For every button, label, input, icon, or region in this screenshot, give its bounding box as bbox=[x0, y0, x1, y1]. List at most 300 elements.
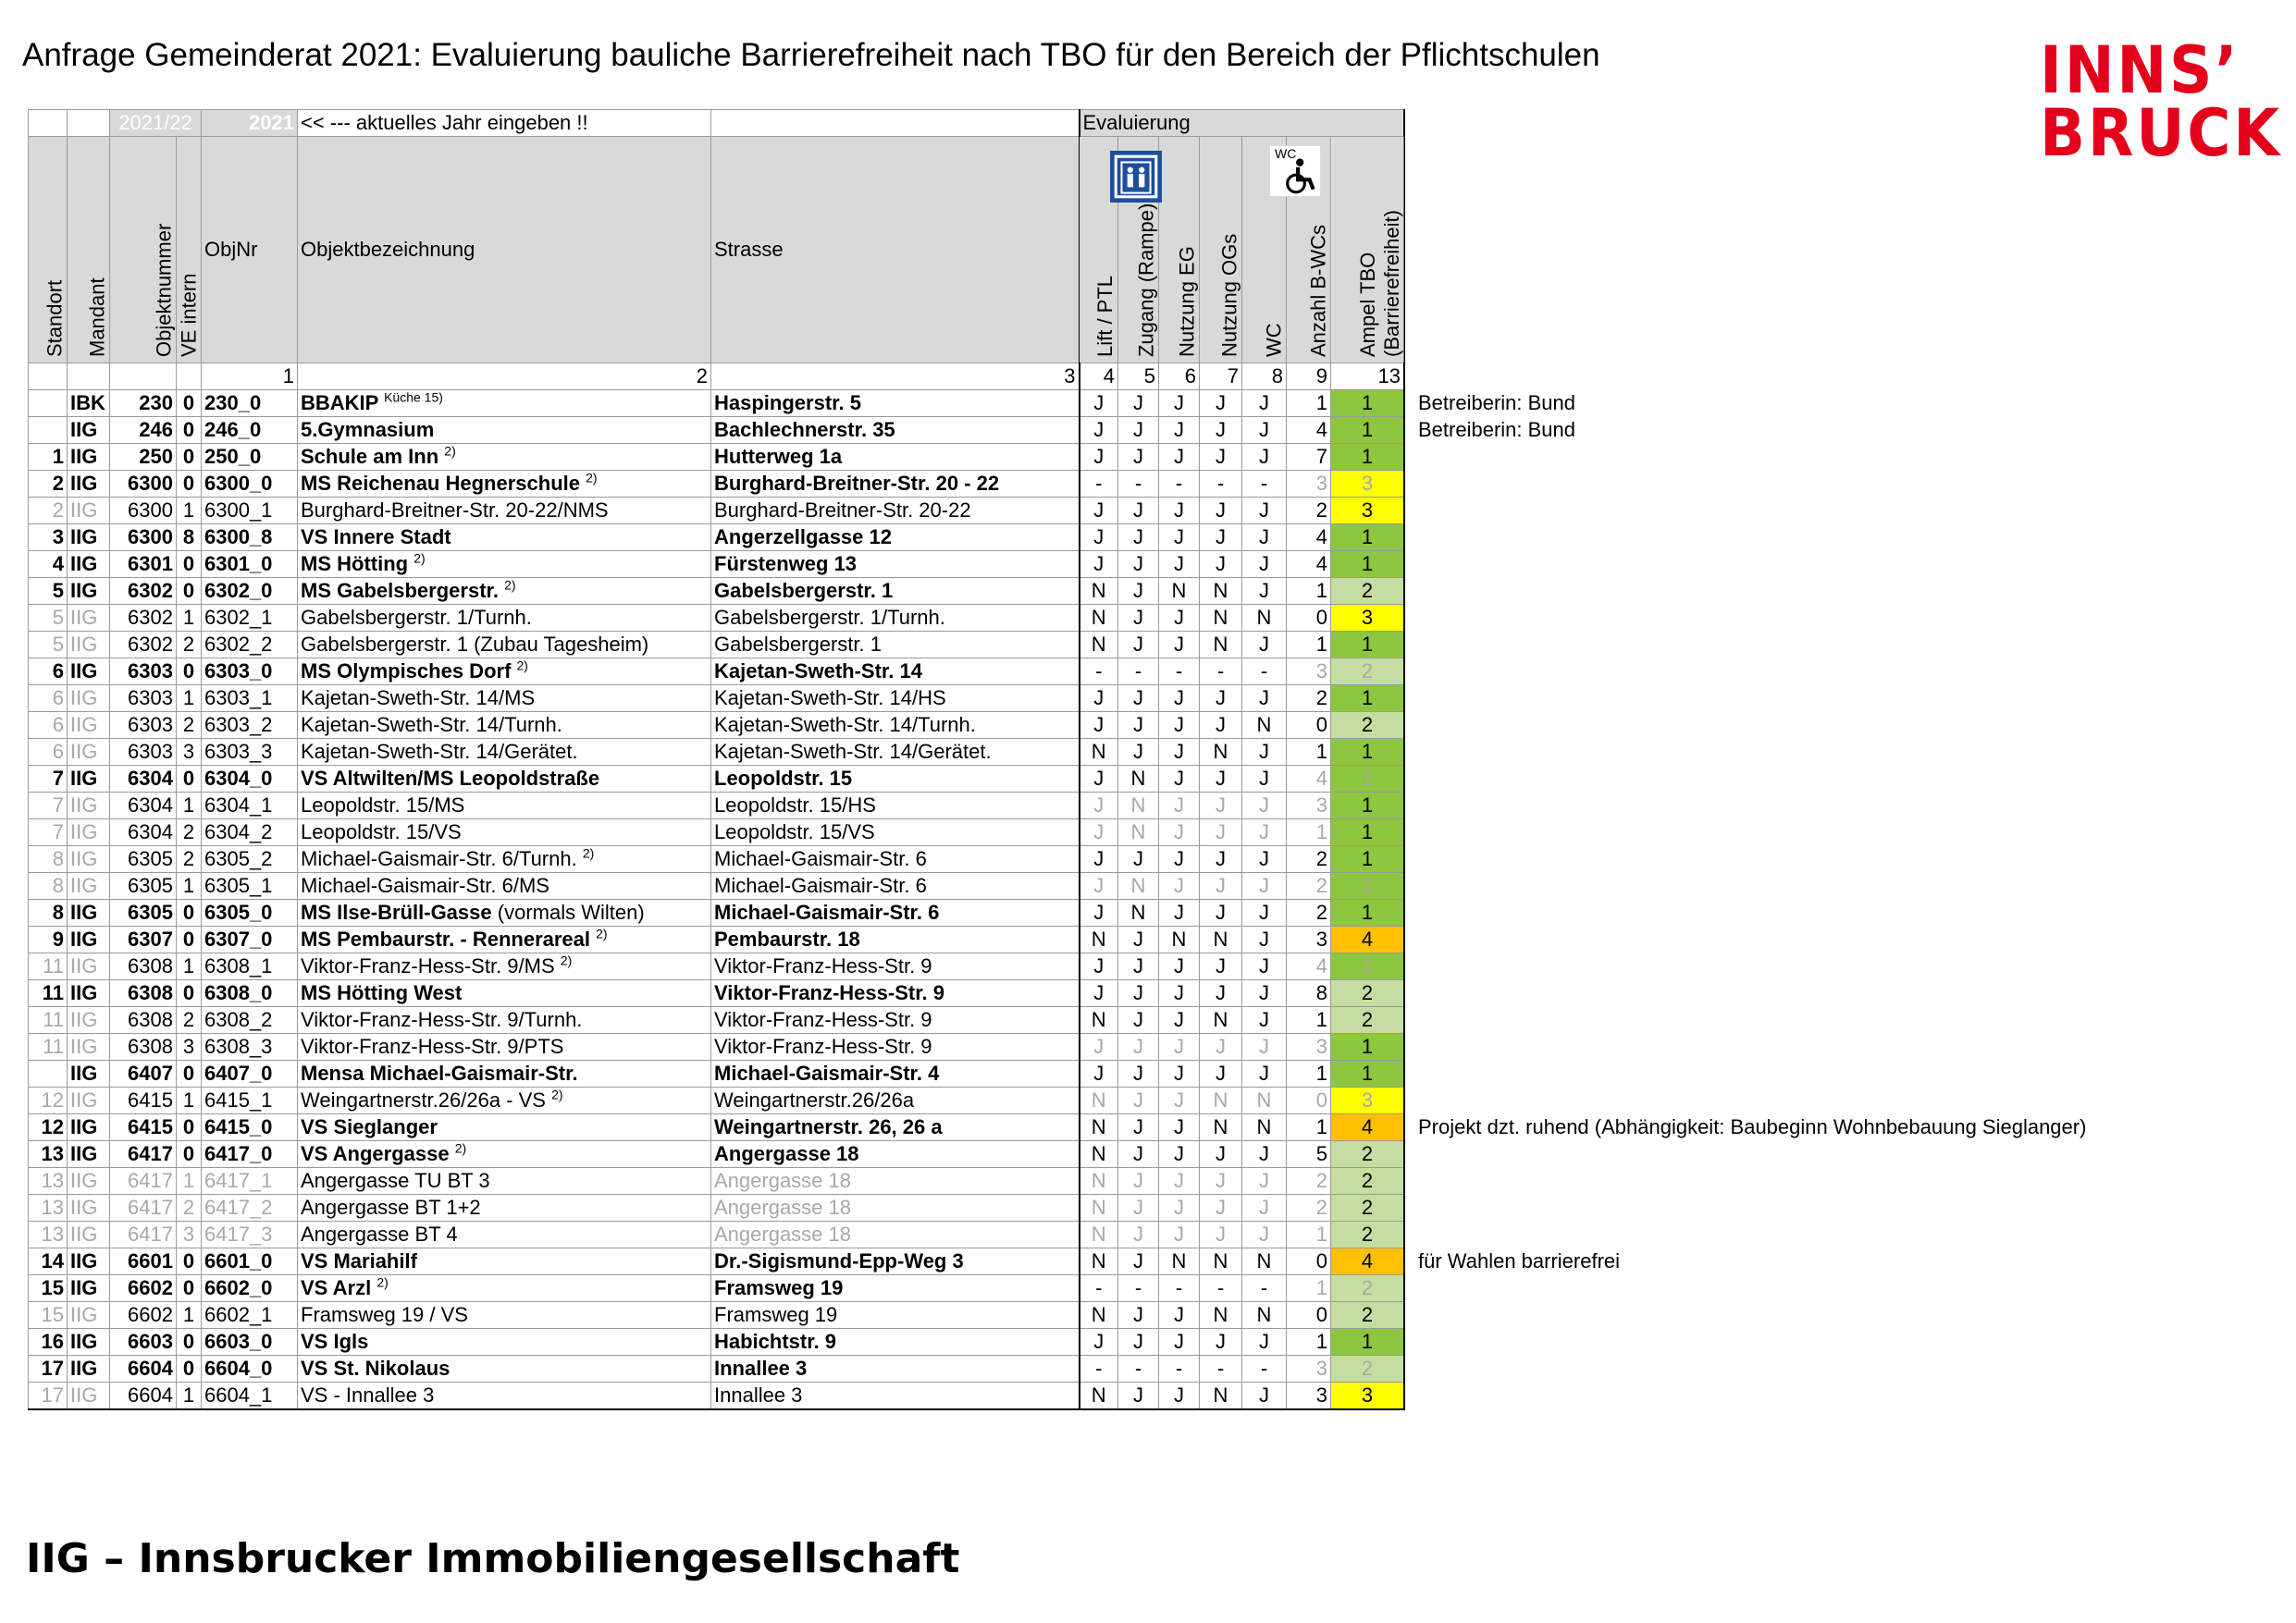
column-number: 9 bbox=[1287, 363, 1331, 390]
objnr-cell: 6300_1 bbox=[202, 498, 298, 524]
objektbezeichnung-text: Kajetan-Sweth-Str. 14/Turnh. bbox=[301, 713, 562, 736]
strasse-cell: Kajetan-Sweth-Str. 14/Turnh. bbox=[711, 712, 1080, 739]
eval-cell: J bbox=[1080, 900, 1118, 927]
year-input[interactable]: 2021 bbox=[202, 110, 298, 137]
objektnummer-cell: 6417 bbox=[110, 1168, 177, 1195]
ampel-cell: 1 bbox=[1331, 793, 1405, 819]
eval-cell: - bbox=[1242, 471, 1287, 498]
eval-cell: J bbox=[1159, 417, 1200, 444]
objnr-cell: 6602_0 bbox=[202, 1275, 298, 1302]
ampel-cell: 2 bbox=[1331, 1007, 1405, 1034]
eval-cell: J bbox=[1200, 1222, 1242, 1248]
ve-intern-cell: 1 bbox=[177, 1168, 202, 1195]
objektbezeichnung-cell bbox=[298, 1356, 711, 1383]
objektbezeichnung-cell bbox=[298, 1195, 711, 1222]
mandant-cell: IIG bbox=[68, 551, 110, 578]
objektbezeichnung-text: MS Pembaurstr. - Rennerareal bbox=[301, 928, 591, 951]
table-row bbox=[29, 980, 1405, 1007]
objnr-cell: 6305_2 bbox=[202, 846, 298, 873]
eval-cell: J bbox=[1159, 1168, 1200, 1195]
objektbezeichnung-cell bbox=[298, 524, 711, 551]
objnr-cell: 6307_0 bbox=[202, 927, 298, 953]
lift-icon bbox=[1110, 151, 1162, 203]
ampel-cell: 2 bbox=[1331, 1168, 1405, 1195]
eval-cell: J bbox=[1159, 1034, 1200, 1061]
ampel-cell: 2 bbox=[1331, 658, 1405, 685]
mandant-cell: IIG bbox=[68, 605, 110, 632]
eval-cell: J bbox=[1159, 980, 1200, 1007]
eval-cell: N bbox=[1242, 1248, 1287, 1275]
objektbezeichnung-text: MS Hötting bbox=[301, 552, 409, 575]
objektbezeichnung-cell bbox=[298, 1329, 711, 1356]
standort-cell: 11 bbox=[29, 953, 68, 980]
eval-cell: 1 bbox=[1287, 1114, 1331, 1141]
eval-cell: N bbox=[1118, 793, 1159, 819]
eval-cell: J bbox=[1080, 953, 1118, 980]
eval-cell: J bbox=[1242, 927, 1287, 953]
ampel-cell: 2 bbox=[1331, 712, 1405, 739]
ampel-cell: 2 bbox=[1331, 1195, 1405, 1222]
eval-cell: N bbox=[1080, 927, 1118, 953]
standort-cell: 2 bbox=[29, 471, 68, 498]
strasse-cell: Angergasse 18 bbox=[711, 1195, 1080, 1222]
column-number bbox=[29, 363, 68, 390]
standort-cell bbox=[29, 1061, 68, 1088]
eval-cell: J bbox=[1200, 417, 1242, 444]
table-row bbox=[29, 1222, 1405, 1248]
strasse-cell: Framsweg 19 bbox=[711, 1302, 1080, 1329]
column-number: 5 bbox=[1118, 363, 1159, 390]
ampel-cell: 1 bbox=[1331, 685, 1405, 712]
eval-cell: J bbox=[1242, 1061, 1287, 1088]
eval-cell: J bbox=[1080, 417, 1118, 444]
eval-cell: 1 bbox=[1287, 1222, 1331, 1248]
eval-cell: - bbox=[1159, 658, 1200, 685]
objektnummer-cell: 6602 bbox=[110, 1302, 177, 1329]
objektnummer-cell: 6302 bbox=[110, 632, 177, 658]
objektnummer-cell: 6601 bbox=[110, 1248, 177, 1275]
objektbezeichnung-cell bbox=[298, 980, 711, 1007]
eval-cell: 1 bbox=[1287, 390, 1331, 417]
ampel-cell: 1 bbox=[1331, 900, 1405, 927]
objektbezeichnung-text: Gabelsbergerstr. 1 (Zubau Tagesheim) bbox=[301, 633, 649, 656]
eval-cell: J bbox=[1200, 524, 1242, 551]
eval-cell: 2 bbox=[1287, 846, 1331, 873]
objektbezeichnung-text: MS Reichenau Hegnerschule bbox=[301, 472, 580, 495]
eval-cell: J bbox=[1118, 927, 1159, 953]
strasse-cell: Haspingerstr. 5 bbox=[711, 390, 1080, 417]
ve-intern-cell: 0 bbox=[177, 417, 202, 444]
table-row bbox=[29, 712, 1405, 739]
header-anzahl-b-wcs: Anzahl B-WCs bbox=[1287, 137, 1331, 363]
strasse-cell: Fürstenweg 13 bbox=[711, 551, 1080, 578]
ve-intern-cell: 1 bbox=[177, 873, 202, 900]
objektbezeichnung-cell bbox=[298, 1088, 711, 1114]
table-row bbox=[29, 605, 1405, 632]
objektbezeichnung-text: Michael-Gaismair-Str. 6/MS bbox=[301, 874, 549, 897]
eval-cell: J bbox=[1118, 1329, 1159, 1356]
objektbezeichnung-cell bbox=[298, 846, 711, 873]
eval-cell: N bbox=[1242, 1302, 1287, 1329]
objnr-cell: 6602_1 bbox=[202, 1302, 298, 1329]
eval-cell: 2 bbox=[1287, 900, 1331, 927]
eval-cell: J bbox=[1080, 766, 1118, 793]
eval-cell: J bbox=[1242, 578, 1287, 605]
standort-cell: 11 bbox=[29, 1007, 68, 1034]
objektnummer-cell: 6417 bbox=[110, 1195, 177, 1222]
header-nutzung-eg: Nutzung EG bbox=[1159, 137, 1200, 363]
ve-intern-cell: 0 bbox=[177, 980, 202, 1007]
standort-cell: 13 bbox=[29, 1168, 68, 1195]
ve-intern-cell: 0 bbox=[177, 578, 202, 605]
strasse-cell: Leopoldstr. 15 bbox=[711, 766, 1080, 793]
objektbezeichnung-text: Weingartnerstr.26/26a - VS bbox=[301, 1088, 546, 1112]
mandant-cell: IIG bbox=[68, 927, 110, 953]
objnr-cell: 246_0 bbox=[202, 417, 298, 444]
ve-intern-cell: 0 bbox=[177, 1356, 202, 1383]
objektbezeichnung-cell bbox=[298, 1114, 711, 1141]
eval-cell: N bbox=[1080, 1168, 1118, 1195]
objektbezeichnung-cell bbox=[298, 417, 711, 444]
ampel-cell: 1 bbox=[1331, 846, 1405, 873]
standort-cell: 6 bbox=[29, 739, 68, 766]
eval-cell: - bbox=[1200, 1275, 1242, 1302]
ve-intern-cell: 2 bbox=[177, 632, 202, 658]
objektnummer-cell: 6417 bbox=[110, 1222, 177, 1248]
eval-cell: - bbox=[1118, 658, 1159, 685]
objnr-cell: 6305_1 bbox=[202, 873, 298, 900]
eval-cell: J bbox=[1242, 685, 1287, 712]
eval-cell: J bbox=[1200, 551, 1242, 578]
column-number: 13 bbox=[1331, 363, 1405, 390]
eval-cell: N bbox=[1159, 927, 1200, 953]
eval-cell: J bbox=[1200, 712, 1242, 739]
footer-title: IIG – Innsbrucker Immobiliengesellschaft bbox=[26, 1535, 960, 1582]
standort-cell: 7 bbox=[29, 793, 68, 819]
objnr-cell: 6417_1 bbox=[202, 1168, 298, 1195]
footnote-mark: 2) bbox=[444, 443, 456, 459]
column-number bbox=[177, 363, 202, 390]
footnote-mark: 2) bbox=[582, 845, 595, 861]
eval-cell: J bbox=[1200, 980, 1242, 1007]
objnr-cell: 6304_0 bbox=[202, 766, 298, 793]
objektbezeichnung-cell bbox=[298, 1383, 711, 1410]
eval-cell: J bbox=[1080, 498, 1118, 524]
standort-cell: 3 bbox=[29, 524, 68, 551]
eval-cell: J bbox=[1242, 846, 1287, 873]
standort-cell: 13 bbox=[29, 1222, 68, 1248]
eval-cell: 3 bbox=[1287, 1034, 1331, 1061]
table-row bbox=[29, 1302, 1405, 1329]
eval-cell: J bbox=[1118, 1034, 1159, 1061]
strasse-cell: Pembaurstr. 18 bbox=[711, 927, 1080, 953]
strasse-cell: Angerzellgasse 12 bbox=[711, 524, 1080, 551]
objektbezeichnung-cell bbox=[298, 1275, 711, 1302]
eval-cell: J bbox=[1118, 1168, 1159, 1195]
eval-cell: J bbox=[1159, 793, 1200, 819]
eval-cell: N bbox=[1200, 578, 1242, 605]
objektbezeichnung-cell bbox=[298, 632, 711, 658]
strasse-cell: Innallee 3 bbox=[711, 1383, 1080, 1410]
eval-cell: N bbox=[1200, 1248, 1242, 1275]
mandant-cell: IIG bbox=[68, 1034, 110, 1061]
table-row bbox=[29, 819, 1405, 846]
eval-cell: J bbox=[1080, 551, 1118, 578]
strasse-cell: Angergasse 18 bbox=[711, 1222, 1080, 1248]
eval-cell: 8 bbox=[1287, 980, 1331, 1007]
objnr-cell: 6303_0 bbox=[202, 658, 298, 685]
ampel-cell: 2 bbox=[1331, 1141, 1405, 1168]
objektnummer-cell: 6300 bbox=[110, 498, 177, 524]
ampel-cell: 2 bbox=[1331, 1275, 1405, 1302]
ampel-cell: 1 bbox=[1331, 873, 1405, 900]
ve-intern-cell: 0 bbox=[177, 1248, 202, 1275]
eval-cell: J bbox=[1242, 739, 1287, 766]
strasse-cell: Habichtstr. 9 bbox=[711, 1329, 1080, 1356]
eval-cell: J bbox=[1118, 1088, 1159, 1114]
ampel-cell: 2 bbox=[1331, 1356, 1405, 1383]
ve-intern-cell: 0 bbox=[177, 1061, 202, 1088]
eval-cell: N bbox=[1200, 632, 1242, 658]
header-objektbezeichnung: Objektbezeichnung bbox=[298, 137, 711, 363]
column-number: 2 bbox=[298, 363, 711, 390]
eval-cell: 3 bbox=[1287, 658, 1331, 685]
eval-cell: J bbox=[1080, 1329, 1118, 1356]
standort-cell: 8 bbox=[29, 846, 68, 873]
objektbezeichnung-text: Leopoldstr. 15/VS bbox=[301, 820, 462, 843]
eval-cell: 0 bbox=[1287, 1248, 1331, 1275]
header-ve-intern: VE intern bbox=[177, 137, 202, 363]
objnr-cell: 6303_2 bbox=[202, 712, 298, 739]
objektbezeichnung-text: VS Igls bbox=[301, 1330, 369, 1353]
footnote-mark: 2) bbox=[414, 550, 426, 566]
mandant-cell: IIG bbox=[68, 498, 110, 524]
ampel-cell: 4 bbox=[1331, 1248, 1405, 1275]
ampel-cell: 3 bbox=[1331, 1088, 1405, 1114]
objnr-cell: 6301_0 bbox=[202, 551, 298, 578]
objektbezeichnung-cell bbox=[298, 1248, 711, 1275]
ve-intern-cell: 0 bbox=[177, 900, 202, 927]
mandant-cell: IIG bbox=[68, 1007, 110, 1034]
column-number bbox=[110, 363, 177, 390]
table-row bbox=[29, 1248, 1405, 1275]
eval-cell: J bbox=[1200, 1329, 1242, 1356]
eval-cell: J bbox=[1118, 1195, 1159, 1222]
standort-cell: 13 bbox=[29, 1141, 68, 1168]
mandant-cell: IIG bbox=[68, 873, 110, 900]
objnr-cell: 6603_0 bbox=[202, 1329, 298, 1356]
objektnummer-cell: 6415 bbox=[110, 1114, 177, 1141]
eval-cell: 1 bbox=[1287, 1061, 1331, 1088]
objektbezeichnung-cell bbox=[298, 953, 711, 980]
eval-cell: N bbox=[1080, 1141, 1118, 1168]
ve-intern-cell: 0 bbox=[177, 444, 202, 471]
ampel-cell: 3 bbox=[1331, 605, 1405, 632]
header-strasse: Strasse bbox=[711, 137, 1080, 363]
objnr-cell: 6415_0 bbox=[202, 1114, 298, 1141]
evaluierung-header: Evaluierung bbox=[1080, 110, 1405, 137]
eval-cell: 0 bbox=[1287, 1302, 1331, 1329]
eval-cell: N bbox=[1080, 1302, 1118, 1329]
eval-cell: J bbox=[1200, 793, 1242, 819]
objektnummer-cell: 6305 bbox=[110, 900, 177, 927]
column-number bbox=[68, 363, 110, 390]
table-row bbox=[29, 1114, 1405, 1141]
strasse-cell: Viktor-Franz-Hess-Str. 9 bbox=[711, 980, 1080, 1007]
eval-cell: J bbox=[1159, 1061, 1200, 1088]
table-row bbox=[29, 658, 1405, 685]
eval-cell: J bbox=[1200, 953, 1242, 980]
strasse-cell: Gabelsbergerstr. 1/Turnh. bbox=[711, 605, 1080, 632]
eval-cell: J bbox=[1118, 685, 1159, 712]
objektbezeichnung-cell bbox=[298, 739, 711, 766]
strasse-cell: Angergasse 18 bbox=[711, 1141, 1080, 1168]
side-note: Projekt dzt. ruhend (Abhängigkeit: Baubeginn Wohnbebauung Sieglanger) bbox=[1418, 1114, 2087, 1138]
objektbezeichnung-text: VS Mariahilf bbox=[301, 1249, 417, 1273]
table-row bbox=[29, 1061, 1405, 1088]
ampel-cell: 1 bbox=[1331, 551, 1405, 578]
logo-line-2: BRUCK bbox=[2040, 95, 2282, 171]
ampel-cell: 1 bbox=[1331, 1329, 1405, 1356]
objektbezeichnung-cell bbox=[298, 1007, 711, 1034]
standort-cell: 11 bbox=[29, 980, 68, 1007]
table-row bbox=[29, 1168, 1405, 1195]
standort-cell: 5 bbox=[29, 578, 68, 605]
strasse-cell: Michael-Gaismair-Str. 6 bbox=[711, 900, 1080, 927]
strasse-cell: Burghard-Breitner-Str. 20 - 22 bbox=[711, 471, 1080, 498]
eval-cell: J bbox=[1118, 578, 1159, 605]
ve-intern-cell: 0 bbox=[177, 551, 202, 578]
eval-cell: 4 bbox=[1287, 551, 1331, 578]
mandant-cell: IIG bbox=[68, 1356, 110, 1383]
objnr-cell: 6308_1 bbox=[202, 953, 298, 980]
objektbezeichnung-text: Mensa Michael-Gaismair-Str. bbox=[301, 1062, 578, 1085]
table-row bbox=[29, 873, 1405, 900]
objektbezeichnung-cell bbox=[298, 793, 711, 819]
objektnummer-cell: 6307 bbox=[110, 927, 177, 953]
eval-cell: N bbox=[1200, 1007, 1242, 1034]
objektnummer-cell: 6602 bbox=[110, 1275, 177, 1302]
eval-cell: 1 bbox=[1287, 819, 1331, 846]
eval-cell: N bbox=[1200, 605, 1242, 632]
strasse-cell: Viktor-Franz-Hess-Str. 9 bbox=[711, 1007, 1080, 1034]
table-row bbox=[29, 1356, 1405, 1383]
mandant-cell: IIG bbox=[68, 846, 110, 873]
table-row bbox=[29, 1007, 1405, 1034]
ve-intern-cell: 3 bbox=[177, 739, 202, 766]
eval-cell: N bbox=[1080, 578, 1118, 605]
standort-cell: 4 bbox=[29, 551, 68, 578]
ve-intern-cell: 0 bbox=[177, 766, 202, 793]
strasse-cell: Kajetan-Sweth-Str. 14/HS bbox=[711, 685, 1080, 712]
standort-cell: 13 bbox=[29, 1195, 68, 1222]
ampel-cell: 1 bbox=[1331, 739, 1405, 766]
objnr-cell: 6415_1 bbox=[202, 1088, 298, 1114]
ve-intern-cell: 2 bbox=[177, 846, 202, 873]
eval-cell: J bbox=[1159, 739, 1200, 766]
eval-cell: J bbox=[1118, 1222, 1159, 1248]
ampel-cell: 1 bbox=[1331, 953, 1405, 980]
eval-cell: - bbox=[1200, 658, 1242, 685]
eval-cell: 3 bbox=[1287, 793, 1331, 819]
ve-intern-cell: 0 bbox=[177, 1329, 202, 1356]
eval-cell: J bbox=[1118, 1061, 1159, 1088]
strasse-cell: Kajetan-Sweth-Str. 14 bbox=[711, 658, 1080, 685]
ampel-cell: 4 bbox=[1331, 927, 1405, 953]
objektnummer-cell: 6302 bbox=[110, 578, 177, 605]
strasse-cell: Angergasse 18 bbox=[711, 1168, 1080, 1195]
eval-cell: J bbox=[1159, 444, 1200, 471]
objektnummer-cell: 6407 bbox=[110, 1061, 177, 1088]
logo-line-1: INNS’ bbox=[2040, 32, 2240, 108]
strasse-cell: Bachlechnerstr. 35 bbox=[711, 417, 1080, 444]
eval-cell: J bbox=[1118, 417, 1159, 444]
eval-cell: J bbox=[1118, 605, 1159, 632]
eval-cell: J bbox=[1118, 1302, 1159, 1329]
mandant-cell: IIG bbox=[68, 766, 110, 793]
table-row bbox=[29, 1195, 1405, 1222]
eval-cell: N bbox=[1080, 739, 1118, 766]
objnr-cell: 6304_2 bbox=[202, 819, 298, 846]
ve-intern-cell: 0 bbox=[177, 658, 202, 685]
side-note: Betreiberin: Bund bbox=[1418, 417, 1575, 441]
column-number: 3 bbox=[711, 363, 1080, 390]
ve-intern-cell: 8 bbox=[177, 524, 202, 551]
mandant-cell: IIG bbox=[68, 1222, 110, 1248]
eval-cell: N bbox=[1200, 1114, 1242, 1141]
eval-cell: N bbox=[1200, 927, 1242, 953]
eval-cell: J bbox=[1242, 524, 1287, 551]
standort-cell: 6 bbox=[29, 712, 68, 739]
objektbezeichnung-text: Angergasse BT 4 bbox=[301, 1223, 458, 1246]
objektbezeichnung-cell bbox=[298, 1141, 711, 1168]
ve-intern-cell: 0 bbox=[177, 927, 202, 953]
objektbezeichnung-cell bbox=[298, 766, 711, 793]
objnr-cell: 6305_0 bbox=[202, 900, 298, 927]
standort-cell: 17 bbox=[29, 1383, 68, 1410]
objnr-cell: 6417_2 bbox=[202, 1195, 298, 1222]
top-row bbox=[29, 110, 1405, 137]
mandant-cell: IIG bbox=[68, 1088, 110, 1114]
mandant-cell: IIG bbox=[68, 1195, 110, 1222]
ampel-cell: 2 bbox=[1331, 578, 1405, 605]
eval-cell: J bbox=[1242, 1168, 1287, 1195]
standort-cell: 8 bbox=[29, 873, 68, 900]
objnr-cell: 6308_3 bbox=[202, 1034, 298, 1061]
eval-cell: J bbox=[1200, 819, 1242, 846]
objektbezeichnung-cell bbox=[298, 551, 711, 578]
eval-cell: N bbox=[1080, 1007, 1118, 1034]
objektnummer-cell: 6300 bbox=[110, 524, 177, 551]
objektbezeichnung-text: Gabelsbergerstr. 1/Turnh. bbox=[301, 606, 532, 629]
innsbruck-logo bbox=[2040, 32, 2282, 171]
header-objnr: ObjNr bbox=[202, 137, 298, 363]
standort-cell: 7 bbox=[29, 766, 68, 793]
standort-cell: 6 bbox=[29, 658, 68, 685]
ampel-cell: 3 bbox=[1331, 471, 1405, 498]
standort-cell: 1 bbox=[29, 444, 68, 471]
ve-intern-cell: 1 bbox=[177, 498, 202, 524]
eval-cell: J bbox=[1159, 819, 1200, 846]
table-row bbox=[29, 793, 1405, 819]
eval-cell: J bbox=[1200, 685, 1242, 712]
eval-cell: J bbox=[1080, 524, 1118, 551]
ve-intern-cell: 2 bbox=[177, 819, 202, 846]
eval-cell: N bbox=[1242, 605, 1287, 632]
eval-cell: J bbox=[1200, 1195, 1242, 1222]
table-row bbox=[29, 739, 1405, 766]
mandant-cell: IIG bbox=[68, 900, 110, 927]
